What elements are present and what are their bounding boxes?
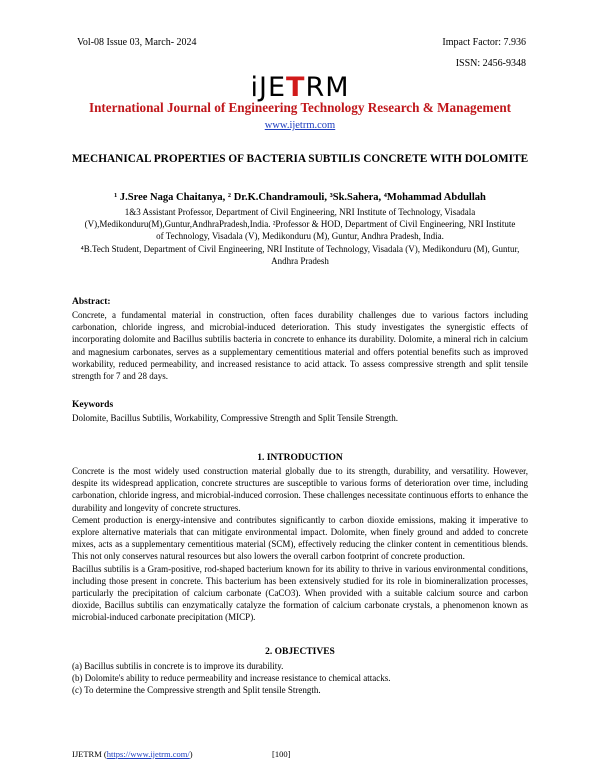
introduction-heading: 1. INTRODUCTION [257, 453, 343, 463]
abstract-text: Concrete, a fundamental material in construction, often faces durability challenges due to various factors including carbonation, chloride ingress, and microbial-induced deterioration. This study investigates the synergistic effects of incorporating dolomite and Bacillus subtilis bacteria in concrete to enhance its durability. Dolomite, a mineral rich in calcium and magnesium carbonates, serves as a supplementary cementitious material and offers potential benefits such as improved workability, reduced permeability, and increased resistance to acid attack. To assess compressive strength and split tensile strength for 7 and 28 days. [72, 310, 528, 382]
intro-paragraph: Cement production is energy-intensive and contributes significantly to carbon dioxide emissions, making it imperative to explore alternative materials that can mitigate environmental impact. Dolomite, when finely ground and added to concrete mixes, acts as a supplementary cementitious material (SCM), effectively reducing the clinker content in cementitious blends. This not only conserves natural resources but also lowers the overall carbon footprint of concrete production. [72, 514, 528, 562]
author-affiliations [80, 206, 520, 267]
paper-authors: ¹ J.Sree Naga Chaitanya, ² Dr.K.Chandramouli, ³Sk.Sahera, ⁴Mohammad Abdullah [114, 192, 486, 203]
journal-name: International Journal of Engineering Technology Research & Management [88, 100, 512, 115]
footer-citation [72, 749, 193, 759]
journal-url-link[interactable]: www.ijetrm.com [264, 120, 336, 131]
page-number: [100] [272, 749, 291, 759]
introduction-body [72, 465, 528, 624]
keywords-heading: Keywords [72, 400, 114, 410]
objective-item: (a) Bacillus subtilis in concrete is to improve its durability. [72, 661, 284, 671]
objective-item: (b) Dolomite's ability to reduce permeability and increase resistance to chemical attacks. [72, 673, 391, 684]
objective-item: (c) To determine the Compressive strength and Split tensile Strength. [72, 685, 321, 696]
affiliation-2: ⁴B.Tech Student, Department of Civil Engineering, NRI Institute of Technology, Visadala (V), Medikonduru (M), Guntur, Andhra Pradesh [80, 243, 520, 266]
logo-prefix: iJE [250, 72, 287, 103]
logo-suffix: RM [305, 72, 350, 103]
intro-paragraph: Bacillus subtilis is a Gram-positive, rod-shaped bacterium known for its ability to thrive in various environmental conditions, including those present in concrete. This bacterium has been extensively studied for its role in biomineralization processes, particularly the precipitation of calcium carbonate (CaCO3). When provided with a suitable calcium source and carbon dioxide, Bacillus subtilis can enzymatically catalyze the formation of calcium carbonate crystals, a phenomenon known as microbial-induced carbonate precipitation (MICP). [72, 563, 528, 623]
footer-close: ) [189, 749, 193, 759]
logo-highlight: T [286, 72, 306, 103]
volume-issue: Vol-08 Issue 03, March- 2024 [77, 37, 197, 48]
objectives-heading: 2. OBJECTIVES [265, 647, 335, 657]
abstract-heading: Abstract: [72, 297, 111, 307]
footer-link[interactable]: https://www.ijetrm.com/ [106, 749, 190, 759]
objectives-list [72, 660, 528, 697]
affiliation-1: 1&3 Assistant Professor, Department of Civil Engineering, NRI Institute of Technology, Visadala (V),Medikonduru(M),Guntur,AndhraPradesh,India. ²Professor & HOD, Department of Civil Engineering, NRI Institute of Technology, Visadala (V), Medikonduru (M), Guntur, Andhra Pradesh, India. [84, 207, 516, 242]
issn: ISSN: 2456-9348 [455, 58, 526, 69]
paper-title: MECHANICAL PROPERTIES OF BACTERIA SUBTILIS CONCRETE WITH DOLOMITE [71, 153, 529, 165]
impact-factor: Impact Factor: 7.936 [442, 37, 526, 48]
intro-paragraph: Concrete is the most widely used construction material globally due to its strength, durability, and versatility. However, despite its widespread application, concrete structures are susceptible to various forms of deterioration over time, including carbonation, chloride ingress, and microbial-induced corrosion. These challenges necessitate continuous efforts to enhance the durability and longevity of concrete structures. [72, 466, 528, 513]
journal-logo [0, 72, 600, 103]
keywords-text: Dolomite, Bacillus Subtilis, Workability, Compressive Strength and Split Tensile Strength. [72, 413, 398, 423]
footer-label: IJETRM ( [72, 749, 107, 759]
